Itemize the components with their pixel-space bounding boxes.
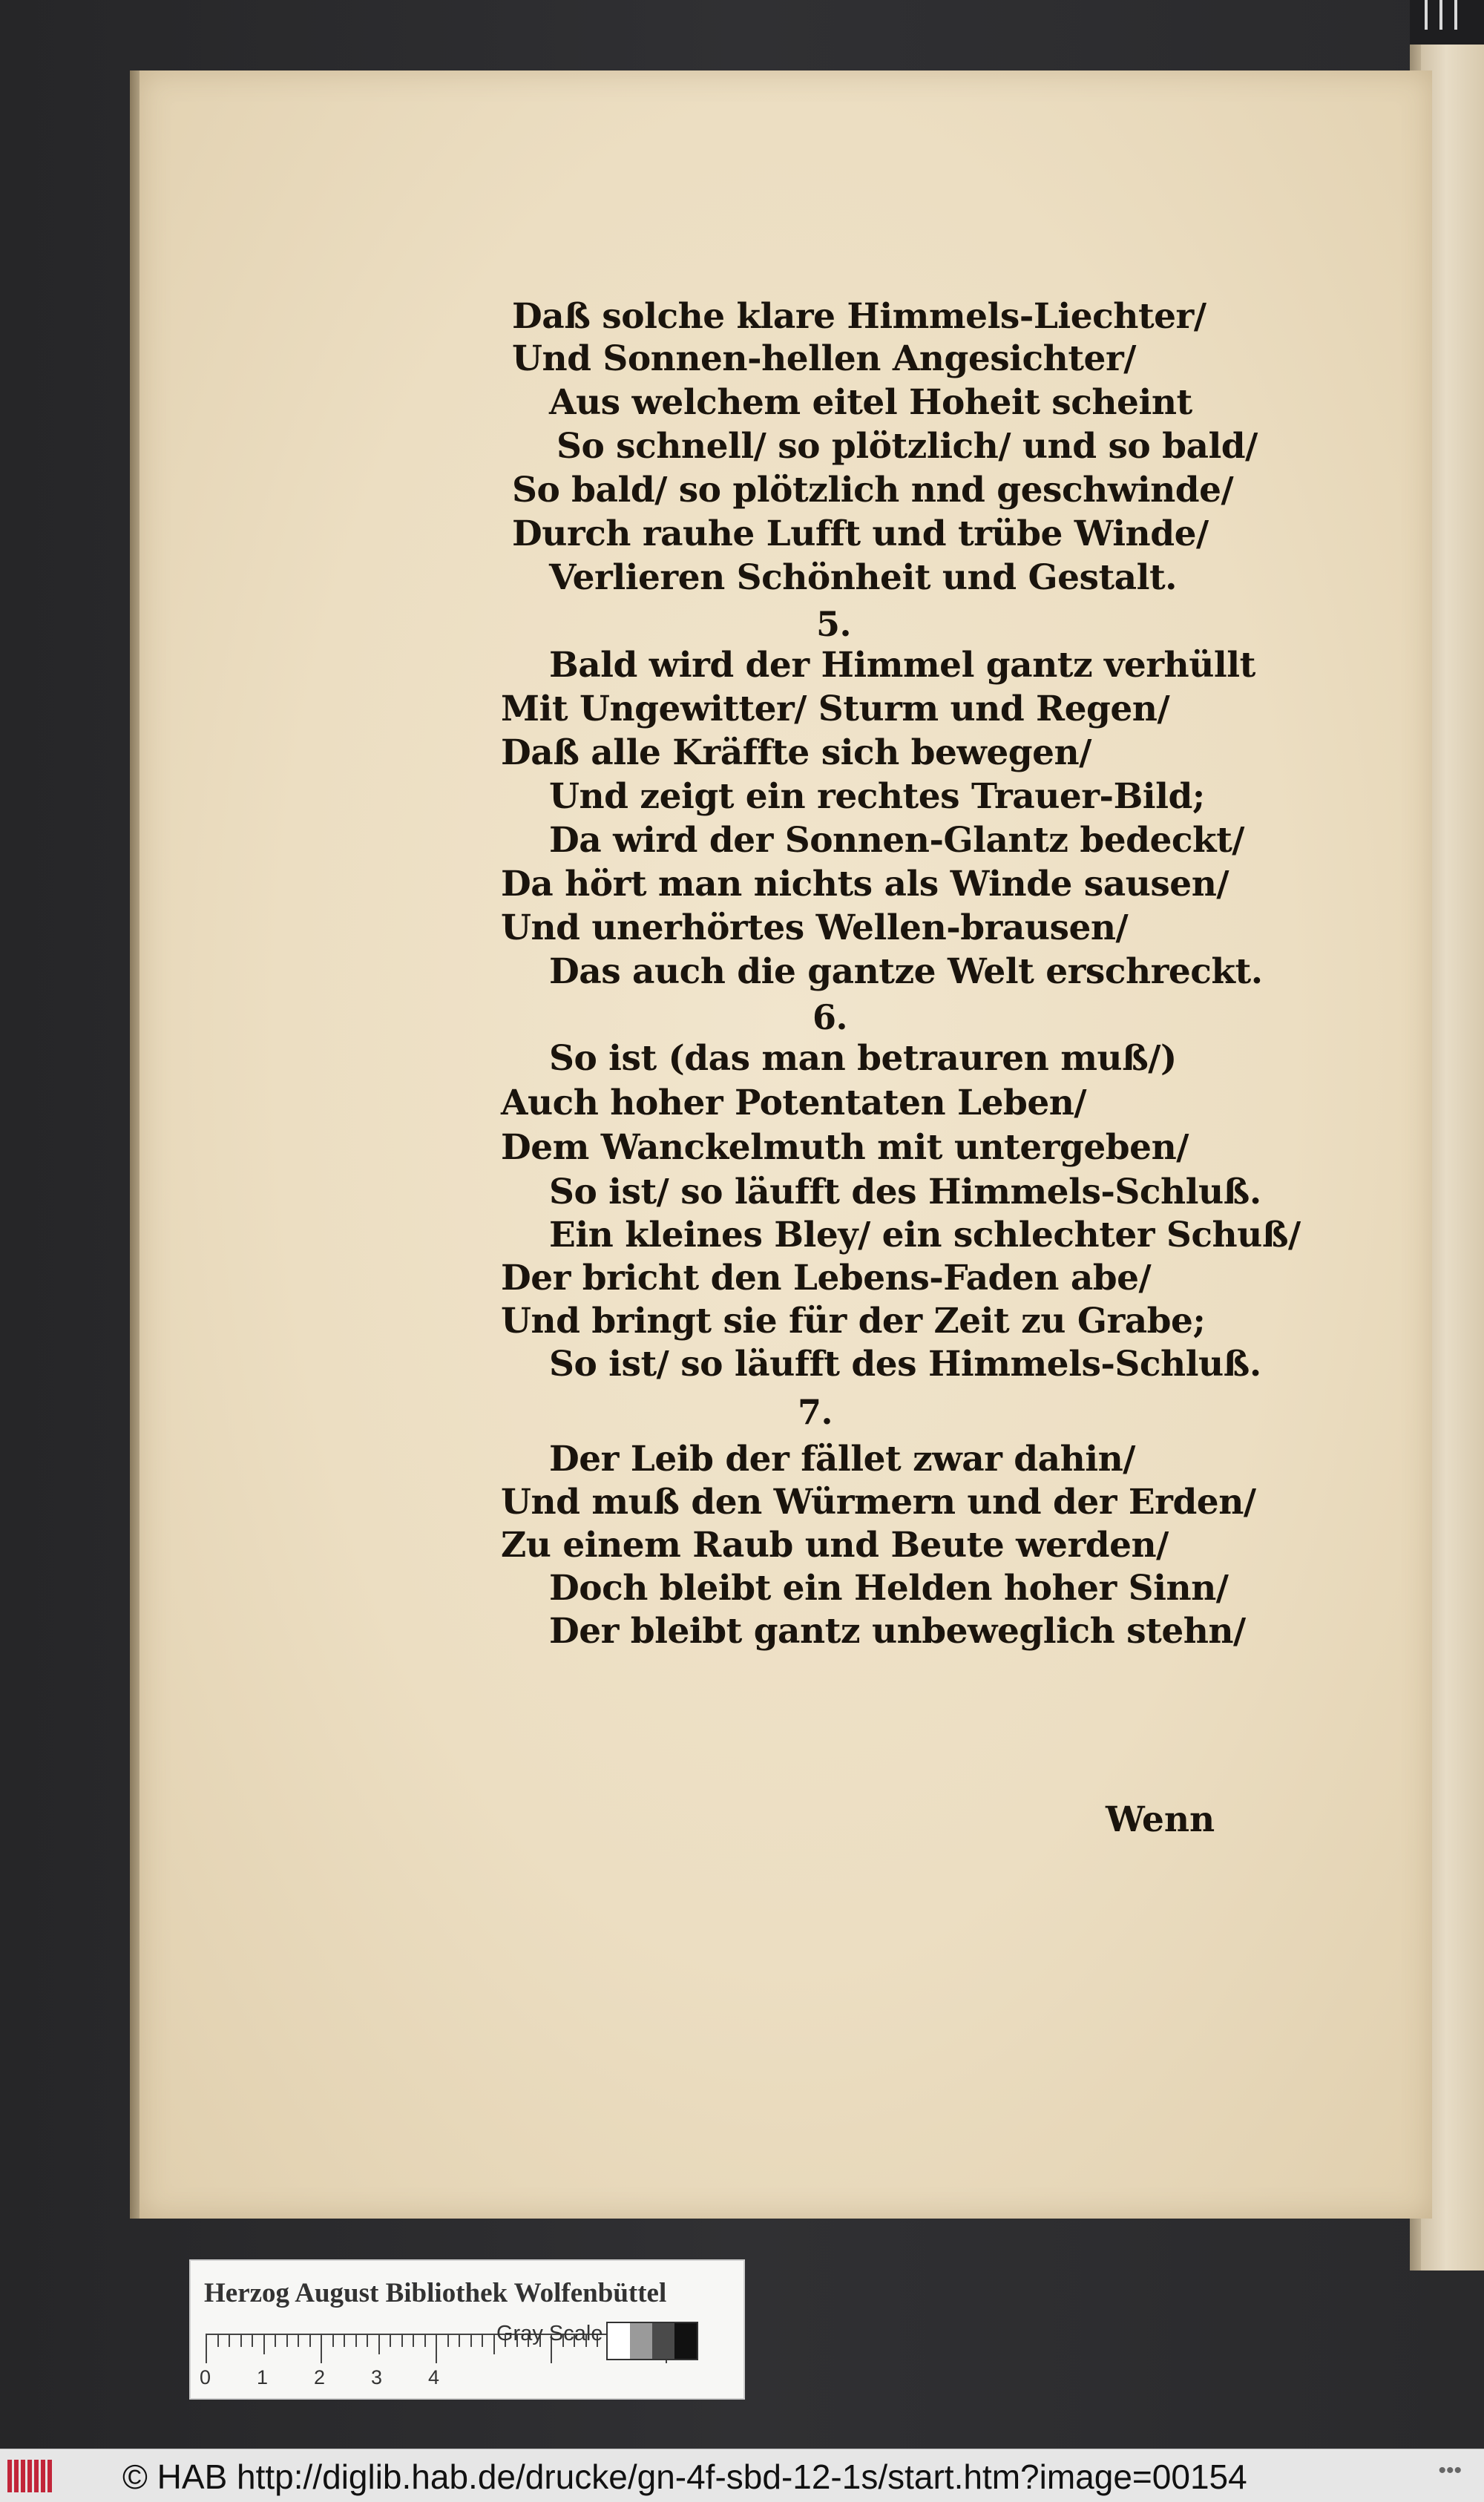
poem-line: Der bricht den Lebens-Faden abe/ bbox=[501, 1258, 1152, 1298]
poem-line: Und bringt sie für der Zeit zu Grabe; bbox=[501, 1301, 1206, 1342]
poem-line: So bald/ so plötzlich nnd geschwinde/ bbox=[512, 470, 1234, 510]
ruler-tick bbox=[332, 2334, 334, 2347]
poem-line: Aus welchem eitel Hoheit scheint bbox=[549, 382, 1192, 423]
stanza-number: 7. bbox=[798, 1392, 833, 1432]
ruler-number: 0 bbox=[200, 2366, 211, 2388]
ruler-tick bbox=[470, 2334, 472, 2347]
poem-line: Daß alle Kräffte sich bewegen/ bbox=[501, 732, 1091, 773]
ruler-tick bbox=[413, 2334, 414, 2347]
poem-line: So ist (das man betrauren muß/) bbox=[549, 1038, 1177, 1079]
poem-line: Und muß den Würmern und der Erden/ bbox=[501, 1482, 1256, 1523]
poem-line: Verlieren Schönheit und Gestalt. bbox=[549, 557, 1178, 598]
poem-line: Da hört man nichts als Winde sausen/ bbox=[501, 864, 1229, 904]
ruler-tick bbox=[275, 2334, 276, 2347]
ruler-tick bbox=[344, 2334, 345, 2347]
ruler-tick bbox=[263, 2334, 265, 2354]
poem-line: Durch rauhe Lufft und trübe Winde/ bbox=[512, 513, 1209, 554]
ruler-tick bbox=[401, 2334, 403, 2347]
ruler-tick bbox=[447, 2334, 449, 2347]
poem-line: Daß solche klare Himmels-Liechter/ bbox=[512, 296, 1206, 337]
poem-line: Doch bleibt ein Helden hoher Sinn/ bbox=[549, 1568, 1229, 1609]
ruler-number: 4 bbox=[428, 2366, 440, 2388]
ruler-tick bbox=[424, 2334, 426, 2347]
footer-copyright-url[interactable]: © HAB http://diglib.hab.de/drucke/gn-4f-sbd-12-1s/start.htm?image=00154 bbox=[122, 2457, 1247, 2496]
poem-line: So ist/ so läufft des Himmels-Schluß. bbox=[549, 1344, 1261, 1385]
ruler-tick bbox=[229, 2334, 230, 2347]
ruler-tick bbox=[390, 2334, 391, 2347]
ruler-tick bbox=[206, 2334, 207, 2363]
ruler-tick bbox=[436, 2334, 437, 2363]
ruler-tick bbox=[459, 2334, 460, 2347]
ruler-tick bbox=[482, 2334, 483, 2347]
ruler-tick bbox=[240, 2334, 242, 2347]
ruler-number: 2 bbox=[314, 2366, 326, 2388]
library-name: Herzog August Bibliothek Wolfenbüttel bbox=[204, 2278, 667, 2308]
ruler-tick bbox=[217, 2334, 219, 2347]
ruler-tick bbox=[286, 2334, 288, 2347]
poem-line: So ist/ so läufft des Himmels-Schluß. bbox=[549, 1172, 1261, 1212]
stanza-number: 5. bbox=[816, 604, 852, 644]
poem-line: Ein kleines Bley/ ein schlechter Schuß/ bbox=[549, 1215, 1301, 1255]
stanza-number: 6. bbox=[812, 997, 848, 1037]
poem-line: Bald wird der Himmel gantz verhüllt bbox=[549, 645, 1255, 686]
poem-line: Und zeigt ein rechtes Trauer-Bild; bbox=[549, 776, 1205, 817]
hab-logo-icon bbox=[7, 2460, 59, 2492]
ruler-number: 3 bbox=[371, 2366, 383, 2388]
poem-line: Auch hoher Potentaten Leben/ bbox=[501, 1083, 1087, 1123]
poem-line: Der bleibt gantz unbeweglich stehn/ bbox=[549, 1611, 1246, 1652]
poem-line: Das auch die gantze Welt erschreckt. bbox=[549, 951, 1263, 992]
poem-line: Dem Wanckelmuth mit untergeben/ bbox=[501, 1127, 1189, 1168]
poem-line: Der Leib der fället zwar dahin/ bbox=[549, 1439, 1135, 1480]
poem-line: So schnell/ so plötzlich/ und so bald/ bbox=[556, 426, 1258, 467]
ruler-tick bbox=[367, 2334, 368, 2347]
poem-line: Und unerhörtes Wellen-brausen/ bbox=[501, 907, 1129, 948]
ruler-tick bbox=[321, 2334, 322, 2363]
ruler-tick bbox=[355, 2334, 357, 2347]
top-edge-block bbox=[1410, 0, 1484, 45]
ruler-tick bbox=[493, 2334, 495, 2354]
poem-line: Da wird der Sonnen-Glantz bedeckt/ bbox=[549, 820, 1244, 861]
footer-bar bbox=[0, 2449, 1484, 2502]
poem-line: Mit Ungewitter/ Sturm und Regen/ bbox=[501, 689, 1170, 729]
grayscale-swatches bbox=[606, 2322, 698, 2360]
scale-ruler-card bbox=[189, 2259, 745, 2400]
more-options-icon[interactable]: ••• bbox=[1438, 2458, 1462, 2483]
ruler-number: 1 bbox=[257, 2366, 269, 2388]
poem-line: Und Sonnen-hellen Angesichter/ bbox=[512, 338, 1136, 379]
ruler-tick bbox=[252, 2334, 253, 2347]
grayscale-label: Gray Scale bbox=[496, 2322, 603, 2345]
ruler-tick bbox=[309, 2334, 311, 2347]
ruler-tick bbox=[378, 2334, 380, 2354]
poem-line: Zu einem Raub und Beute werden/ bbox=[501, 1525, 1169, 1566]
catchword: Wenn bbox=[1106, 1799, 1215, 1840]
ruler-tick bbox=[298, 2334, 299, 2347]
